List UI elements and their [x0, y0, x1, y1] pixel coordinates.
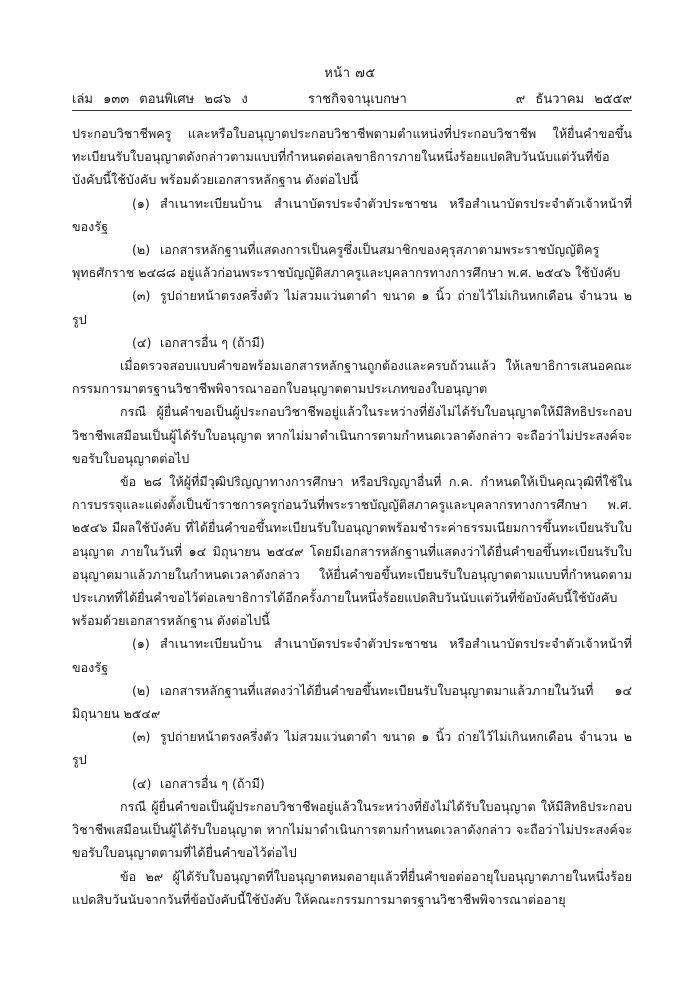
- list-text: เอกสารหลักฐานที่แสดงการเป็นครูซึ่งเป็นสมาชิกของคุรุสภาตามพระราชบัญญัติครู พุทธศักราช ๒๔๘๘ อยู่แล้วก่อนพระราชบัญญัติสภาครูและบุคลากรทางการศึกษา พ.ศ. ๒๕๔๖ ใช้บังคับ: [72, 242, 621, 281]
- list-item: [72, 331, 632, 354]
- list-number: (๔): [132, 334, 152, 350]
- page-number: หน้า ๗๕: [324, 66, 376, 81]
- paragraph-continuation: ประกอบวิชาชีพครู และหรือใบอนุญาตประกอบวิชาชีพตามตำแหน่งที่ประกอบวิชาชีพ ให้ยื่นคำขอขึ้นทะเบียนรับใบอนุญาตดังกล่าวตามแบบที่กำหนดต่อเลขาธิการภายในหนึ่งร้อยแปดสิบวันนับแต่วันที่ข้อบังคับนี้ใช้บังคับ พร้อมด้วยเอกสารหลักฐาน ดังต่อไปนี้: [72, 126, 632, 188]
- list-number: (๑): [132, 636, 150, 652]
- paragraph: กรณี ผู้ยื่นคำขอเป็นผู้ประกอบวิชาชีพอยู่แล้วในระหว่างที่ยังไม่ได้รับใบอนุญาต ให้มีสิทธิประกอบวิชาชีพเสมือนเป็นผู้ได้รับใบอนุญาต หากไม่มาดำเนินการตามกำหนดเวลาดังกล่าว จะถือว่าไม่ประสงค์จะขอรับใบอนุญาตตามที่ได้ยื่นคำขอไว้ต่อไป: [72, 798, 632, 861]
- section-28: ข้อ ๒๘ ให้ผู้ที่มีวุฒิปริญญาทางการศึกษา หรือปริญญาอื่นที่ ก.ค. กำหนดให้เป็นคุณวุฒิที่ใช้ในการบรรจุและแต่งตั้งเป็นข้าราชการครูก่อนวันที่พระราชบัญญัติสภาครูและบุคลากรทางการศึกษา พ.ศ. ๒๕๔๖ มีผลใช้บังคับ ที่ได้ยื่นคำขอขึ้นทะเบียนรับใบอนุญาตพร้อมชำระค่าธรรมเนียมการขึ้นทะเบียนรับใบอนุญาต ภายในวันที่ ๑๔ มิถุนายน ๒๕๔๙ โดยมีเอกสารหลักฐานที่แสดงว่าได้ยื่นคำขอขึ้นทะเบียนรับใบอนุญาตมาแล้วภายในกำหนดเวลาดังกล่าว ให้ยื่นคำขอขึ้นทะเบียนรับใบอนุญาตตามแบบที่กำหนดตามประเภทที่ได้ยื่นคำขอไว้ต่อเลขาธิการได้อีกครั้งภายในหนึ่งร้อยแปดสิบวันนับแต่วันที่ข้อบังคับนี้ใช้บังคับพร้อมด้วยเอกสารหลักฐาน ดังต่อไปนี้: [72, 474, 632, 629]
- header-divider: [72, 110, 632, 111]
- list-item: [72, 772, 632, 795]
- list-item: [72, 284, 632, 330]
- list-item: [72, 725, 632, 771]
- list-text: สำเนาทะเบียนบ้าน สำเนาบัตรประจำตัวประชาชน หรือสำเนาบัตรประจำตัวเจ้าหน้าที่ของรัฐ: [72, 636, 632, 675]
- publication-date: ๙ ธันวาคม ๒๕๕๙: [515, 92, 632, 107]
- list-text: เอกสารหลักฐานที่แสดงว่าได้ยื่นคำขอขึ้นทะเบียนรับใบอนุญาตมาแล้วภายในวันที่ ๑๔ มิถุนายน ๒๕๔๙: [72, 682, 632, 722]
- section-29: ข้อ ๒๙ ผู้ได้รับใบอนุญาตที่ใบอนุญาตหมดอายุแล้วที่ยื่นคำขอต่ออายุใบอนุญาตภายในหนึ่งร้อยแปดสิบวันนับจากวันที่ข้อบังคับนี้ใช้บังคับ ให้คณะกรรมการมาตรฐานวิชาชีพพิจารณาต่ออายุ: [72, 868, 632, 907]
- list-item: [72, 192, 632, 238]
- list-number: (๒): [132, 682, 151, 698]
- list-item: [72, 632, 632, 678]
- running-header: [72, 88, 632, 108]
- paragraph: กรณี ผู้ยื่นคำขอเป็นผู้ประกอบวิชาชีพอยู่แล้วในระหว่างที่ยังไม่ได้รับใบอนุญาตให้มีสิทธิประกอบวิชาชีพเสมือนเป็นผู้ได้รับใบอนุญาต หากไม่มาดำเนินการตามกำหนดเวลาดังกล่าว จะถือว่าไม่ประสงค์จะขอรับใบอนุญาตต่อไป: [72, 404, 632, 466]
- list-item: [72, 679, 632, 725]
- list-number: (๓): [132, 288, 151, 304]
- list-text: สำเนาทะเบียนบ้าน สำเนาบัตรประจำตัวประชาชน หรือสำเนาบัตรประจำตัวเจ้าหน้าที่ของรัฐ: [72, 195, 632, 234]
- list-number: (๔): [132, 775, 152, 791]
- list-text: เอกสารอื่น ๆ (ถ้ามี): [160, 334, 265, 350]
- paragraph: เมื่อตรวจสอบแบบคำขอพร้อมเอกสารหลักฐานถูกต้องและครบถ้วนแล้ว ให้เลขาธิการเสนอคณะกรรมการมาตรฐานวิชาชีพพิจารณาออกใบอนุญาตตามประเภทของใบอนุญาต: [72, 358, 632, 397]
- document-body: [72, 122, 632, 911]
- list-number: (๑): [132, 195, 150, 211]
- list-item: [72, 238, 632, 284]
- volume-issue: เล่ม ๑๓๓ ตอนพิเศษ ๒๘๖ ง: [72, 92, 248, 107]
- list-text: รูปถ่ายหน้าตรงครึ่งตัว ไม่สวมแว่นตาดำ ขนาด ๑ นิ้ว ถ่ายไว้ไม่เกินหกเดือน จำนวน ๒ รูป: [72, 729, 632, 768]
- list-number: (๓): [132, 729, 151, 745]
- list-text: รูปถ่ายหน้าตรงครึ่งตัว ไม่สวมแว่นตาดำ ขนาด ๑ นิ้ว ถ่ายไว้ไม่เกินหกเดือน จำนวน ๒ รูป: [72, 288, 632, 327]
- publication-title: ราชกิจจานุเบกษา: [308, 92, 407, 107]
- list-number: (๒): [132, 242, 151, 258]
- list-text: เอกสารอื่น ๆ (ถ้ามี): [160, 775, 265, 791]
